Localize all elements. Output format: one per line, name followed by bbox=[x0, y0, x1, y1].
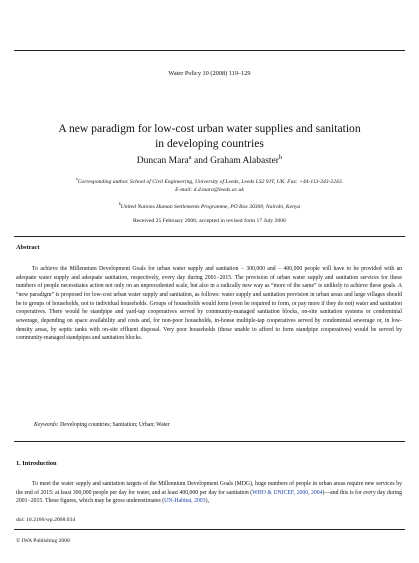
affiliation-b bbox=[0, 203, 419, 211]
copyright-line: © IWA Publishing 2008 bbox=[16, 538, 70, 544]
keywords-line bbox=[34, 422, 170, 428]
introduction-heading: 1. Introduction bbox=[16, 460, 57, 467]
body-text: day during 2001−2015. These figures, which may be gross underestimates ( bbox=[16, 489, 402, 505]
corresponding-email: E-mail: d.d.mara@leeds.ac.uk bbox=[175, 187, 244, 194]
title-line-2: in developing countries bbox=[155, 136, 264, 150]
body-text: )—and this is for bbox=[322, 489, 364, 496]
journal-citation: Water Policy 10 (2008) 119–129 bbox=[168, 70, 251, 77]
paper-title bbox=[0, 122, 419, 151]
abstract-heading: Abstract bbox=[16, 244, 40, 251]
introduction-paragraph bbox=[16, 480, 402, 506]
citation-link[interactable]: WHO & UNICEF, 2000, 2004 bbox=[252, 489, 323, 496]
introduction-body bbox=[16, 480, 402, 506]
top-rule bbox=[14, 50, 405, 51]
abstract-body bbox=[16, 265, 402, 343]
keywords-list: Developing countries; Sanitation; Urban; Water bbox=[58, 422, 170, 428]
emphasis-text: every bbox=[363, 489, 376, 496]
title-line-1: A new paradigm for low-cost urban water supplies and sanitation bbox=[58, 122, 361, 135]
author-affiliation-mark: a bbox=[188, 153, 192, 161]
affiliation-text: Corresponding author. School of Civil Engineering, University of Leeds, Leeds LS2 9JT, UK. Fax: +44-113-343-2243. bbox=[77, 179, 344, 185]
abstract-paragraph: To achieve the Millennium Development Goals for urban water supply and sanitation − 300,000 and − 400,000 people will have to be provided with an adequate water supply and adequate sanitation, respectively, every day during 2001−2015. The provision of urban water supply and sanitation services for these numbers of people necessitates action not only on an unprecedented scale, but also in a radically new way as “more of the same” is unlikely to achieve these goals. A “new paradigm” is proposed for low-cost urban water supply and sanitation, as follows: water supply and sanitation provision in urban areas and large villages should be to groups of households, not to individual households. Groups of households would form (even be required to form, or pay more if they do not) water and sanitation cooperatives. There would be standpipe and yard-tap cooperatives served by community-managed sanitation blocks, on-site sanitation systems or condominial sewerage, depending on space availability and costs and, for non-poor households, in-house multiple-tap cooperatives served by condominial sewerage or, in low-density areas, by septic tanks with on-site effluent disposal. Very poor households (those unable to afford to form standpipe cooperatives) would be served by community-managed standpipes and sanitation blocks. bbox=[16, 266, 402, 342]
affiliation-mark: a bbox=[75, 177, 78, 182]
author-name: Duncan Mara bbox=[136, 156, 189, 166]
abstract-top-rule bbox=[14, 236, 405, 237]
affiliation-mark: b bbox=[118, 202, 121, 207]
body-text: ), bbox=[205, 498, 210, 505]
author-list bbox=[0, 153, 419, 166]
doi-line: doi: 10.2166/wp.2008.034 bbox=[16, 517, 76, 523]
author-affiliation-mark: b bbox=[278, 153, 283, 161]
keywords-label: Keywords: bbox=[34, 422, 59, 428]
abstract-bottom-rule bbox=[14, 441, 405, 442]
affiliation-a bbox=[0, 178, 419, 194]
author-conjunction: and bbox=[191, 156, 211, 166]
footer-rule bbox=[14, 529, 405, 530]
citation-link[interactable]: UN-Habitat, 2003 bbox=[164, 498, 206, 505]
affiliation-text: United Nations Human Settlements Programme, PO Box 30300, Nairobi, Kenya bbox=[120, 204, 301, 210]
received-dates: Received 25 February 2006; accepted in revised form 17 July 2006 bbox=[133, 218, 286, 224]
author-name: Graham Alabaster bbox=[210, 156, 279, 166]
body-text: To meet the water supply and sanitation targets of the Millennium Development Goals (MDG), huge numbers of people in urban areas require new services by the end of 2015: at least 300,000 people per day for water, and at least 400,000 per day for sanitation ( bbox=[16, 481, 402, 496]
